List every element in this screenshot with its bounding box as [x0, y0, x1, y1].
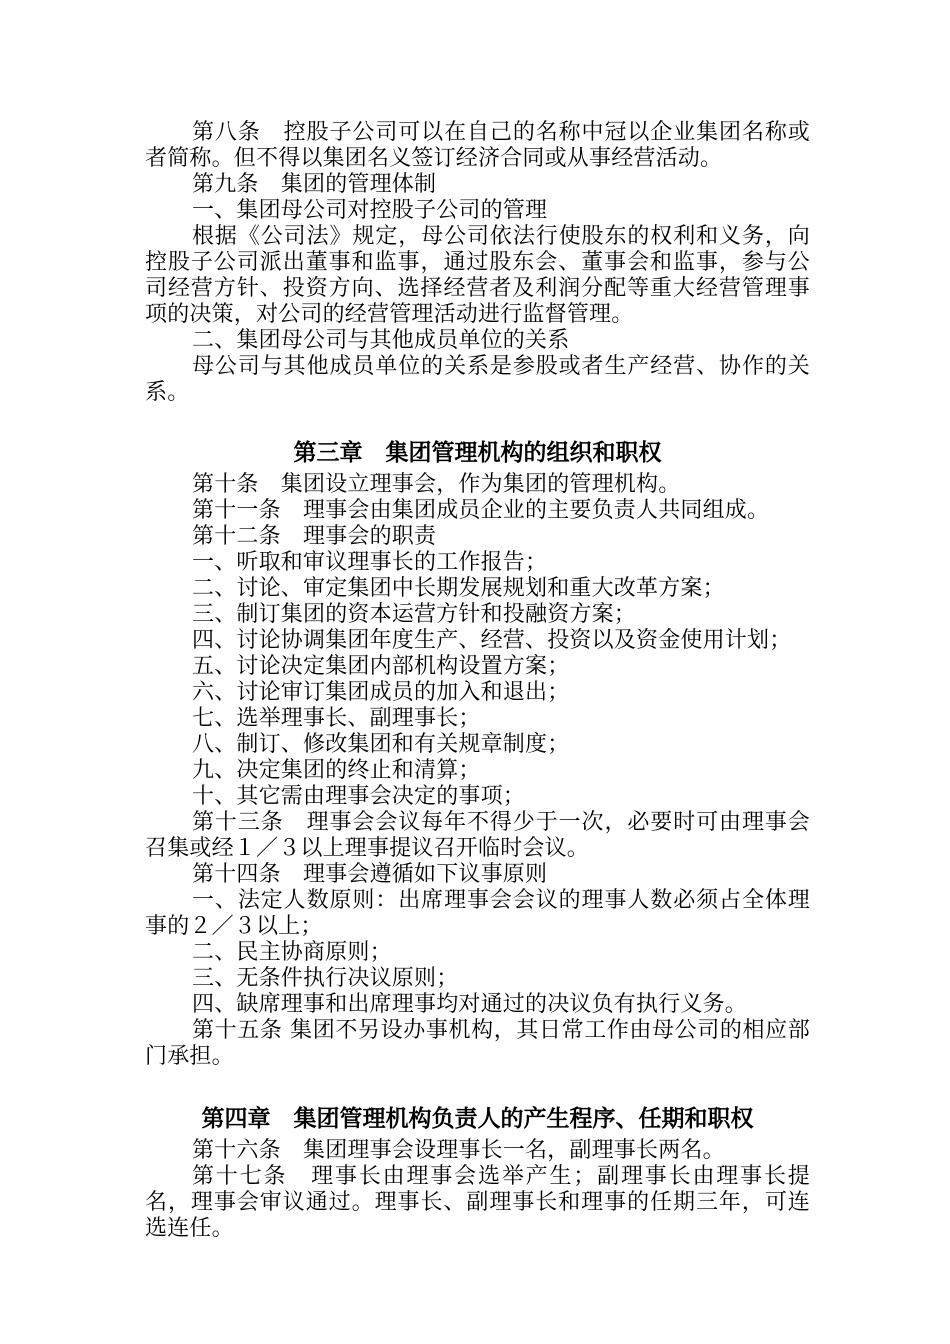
list-item: 八、制订、修改集团和有关规章制度； [192, 732, 570, 757]
list-item: 四、讨论协调集团年度生产、经营、投资以及资金使用计划； [192, 628, 792, 653]
list-item: 六、讨论审订集团成员的加入和退出； [192, 680, 570, 705]
clause-heading: 二、集团母公司与其他成员单位的关系 [192, 328, 570, 353]
chapter-4-body [145, 1138, 810, 1242]
article-15: 第十五条 集团不另设办事机构，其日常工作由母公司的相应部门承担。 [145, 1018, 810, 1069]
paragraph: 根据《公司法》规定，母公司依法行使股东的权利和义务，向控股子公司派出董事和监事，通过股东会、董事会和监事，参与公司经营方针、投资方向、选择经营者及利润分配等重大经营管理事项的决策，对公司的经营管理活动进行监督管理。 [145, 224, 810, 327]
section-1 [145, 120, 810, 406]
list-item: 一、听取和审议理事长的工作报告； [192, 550, 548, 575]
document-page [145, 120, 810, 1242]
list-item: 三、无条件执行决议原则； [192, 966, 459, 991]
article-13: 第十三条 理事会会议每年不得少于一次，必要时可由理事会召集或经１／３以上理事提议召开临时会议。 [145, 810, 810, 861]
list-item: 一、法定人数原则：出席理事会会议的理事人数必须占全体理事的２／３以上； [145, 888, 810, 939]
article-14: 第十四条 理事会遵循如下议事原则 [192, 862, 548, 887]
paragraph: 母公司与其他成员单位的关系是参股或者生产经营、协作的关系。 [145, 354, 810, 405]
article-12: 第十二条 理事会的职责 [192, 524, 437, 549]
article-16: 第十六条 集团理事会设理事长一名，副理事长两名。 [192, 1138, 725, 1163]
list-item: 七、选举理事长、副理事长； [192, 706, 481, 731]
clause-heading: 一、集团母公司对控股子公司的管理 [192, 198, 548, 223]
chapter-3-title: 第三章 集团管理机构的组织和职权 [293, 440, 662, 466]
list-item: 五、讨论决定集团内部机构设置方案； [192, 654, 570, 679]
list-item: 四、缺席理事和出席理事均对通过的决议负有执行义务。 [192, 992, 748, 1017]
article-17: 第十七条 理事长由理事会选举产生；副理事长由理事长提名，理事会审议通过。理事长、副理事长和理事的任期三年，可连选连任。 [145, 1164, 810, 1241]
list-item: 二、讨论、审定集团中长期发展规划和重大改革方案； [192, 576, 725, 601]
article-11: 第十一条 理事会由集团成员企业的主要负责人共同组成。 [192, 498, 770, 523]
chapter-3-body [145, 472, 810, 1070]
list-item: 十、其它需由理事会决定的事项； [192, 784, 526, 809]
list-item: 九、决定集团的终止和清算； [192, 758, 481, 783]
chapter-4-title: 第四章 集团管理机构负责人的产生程序、任期和职权 [201, 1106, 754, 1132]
article-9: 第九条 集团的管理体制 [192, 172, 437, 197]
list-item: 三、制订集团的资本运营方针和投融资方案； [192, 602, 637, 627]
article-10: 第十条 集团设立理事会，作为集团的管理机构。 [192, 472, 681, 497]
article-8: 第八条 控股子公司可以在自己的名称中冠以企业集团名称或者简称。但不得以集团名义签订经济合同或从事经营活动。 [145, 120, 810, 171]
list-item: 二、民主协商原则； [192, 940, 392, 965]
